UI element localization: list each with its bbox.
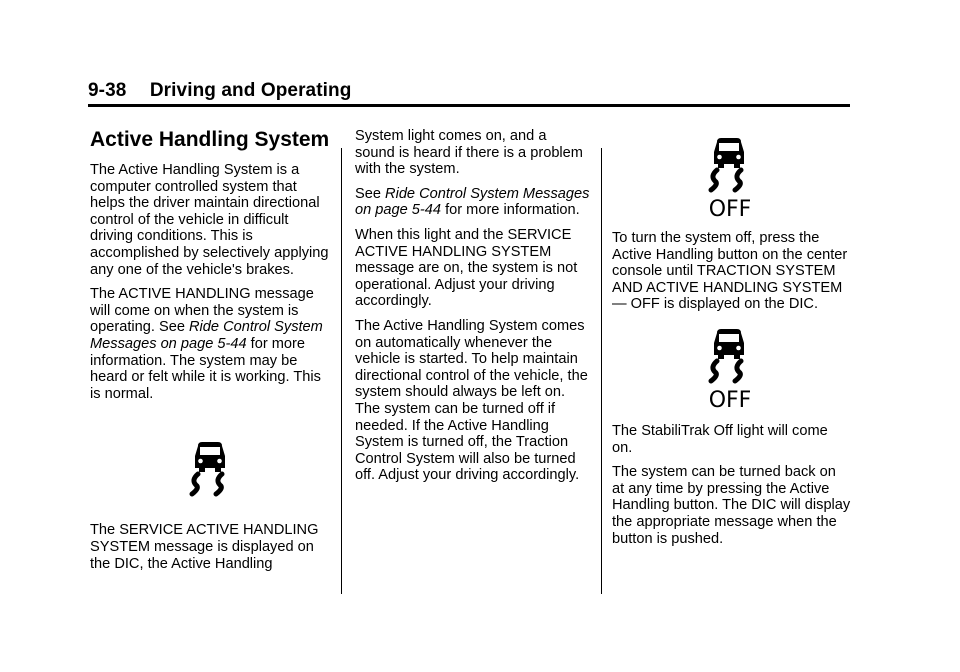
paragraph: System light comes on, and a sound is heard if there is a problem with the system. — [355, 128, 583, 178]
cross-reference-link[interactable]: Ride Control System Messages on page 5-44 — [355, 185, 590, 219]
stabilitrak-off-icon — [612, 138, 852, 220]
page-header — [88, 80, 351, 102]
text: See — [355, 185, 386, 202]
off-label: OFF — [708, 197, 752, 220]
off-label: OFF — [708, 387, 752, 411]
column-divider — [601, 148, 602, 594]
paragraph — [90, 286, 330, 402]
text: The ACTIVE HANDLING message will come on when the system is operating. See — [90, 286, 314, 336]
header-rule — [88, 104, 850, 107]
column-2 — [355, 128, 590, 492]
paragraph: The system can be turned back on at any time by pressing the Active Handling button. The DIC will display the appropriate message when the button is pushed. — [612, 464, 851, 547]
paragraph: The Active Handling System is a computer controlled system that helps the driver maintain directional control of the vehicle in difficult driving conditions. This is accomplished by selectively applying any one of the vehicle's brakes. — [90, 162, 329, 278]
column-3 — [612, 128, 852, 555]
stabilitrak-warning-icon — [90, 440, 330, 500]
stabilitrak-off-icon — [612, 329, 852, 411]
paragraph: To turn the system off, press the Active Handling button on the center console until TRACTION SYSTEM AND ACTIVE HANDLING SYSTEM — OFF is displayed on the DIC. — [612, 230, 848, 313]
cross-reference-link[interactable]: Ride Control System Messages on page 5-44 — [90, 319, 323, 352]
page-number: 9-38 — [88, 80, 127, 101]
paragraph — [355, 186, 590, 219]
section-title: Driving and Operating — [149, 80, 352, 101]
paragraph: The SERVICE ACTIVE HANDLING SYSTEM message is displayed on the DIC, the Active Handling — [90, 522, 319, 572]
paragraph: When this light and the SERVICE ACTIVE HANDLING SYSTEM message are on, the system is not operational. Adjust your driving accordingly. — [355, 226, 578, 310]
text: for more information. The system may be heard or felt while it is working. This is normal. — [90, 335, 321, 402]
column-1 — [90, 128, 330, 580]
paragraph: The StabiliTrak Off light will come on. — [612, 422, 828, 456]
paragraph: The Active Handling System comes on automatically whenever the vehicle is started. To help maintain directional control of the vehicle, the system should always be left on. The system can be turned off if needed. If the Active Handling System is turned off, the Traction Control System will also be turned off. Adjust your driving accordingly. — [355, 317, 588, 484]
column-divider — [341, 148, 342, 594]
section-heading: Active Handling System — [90, 128, 330, 151]
text: for more information. — [441, 202, 580, 219]
